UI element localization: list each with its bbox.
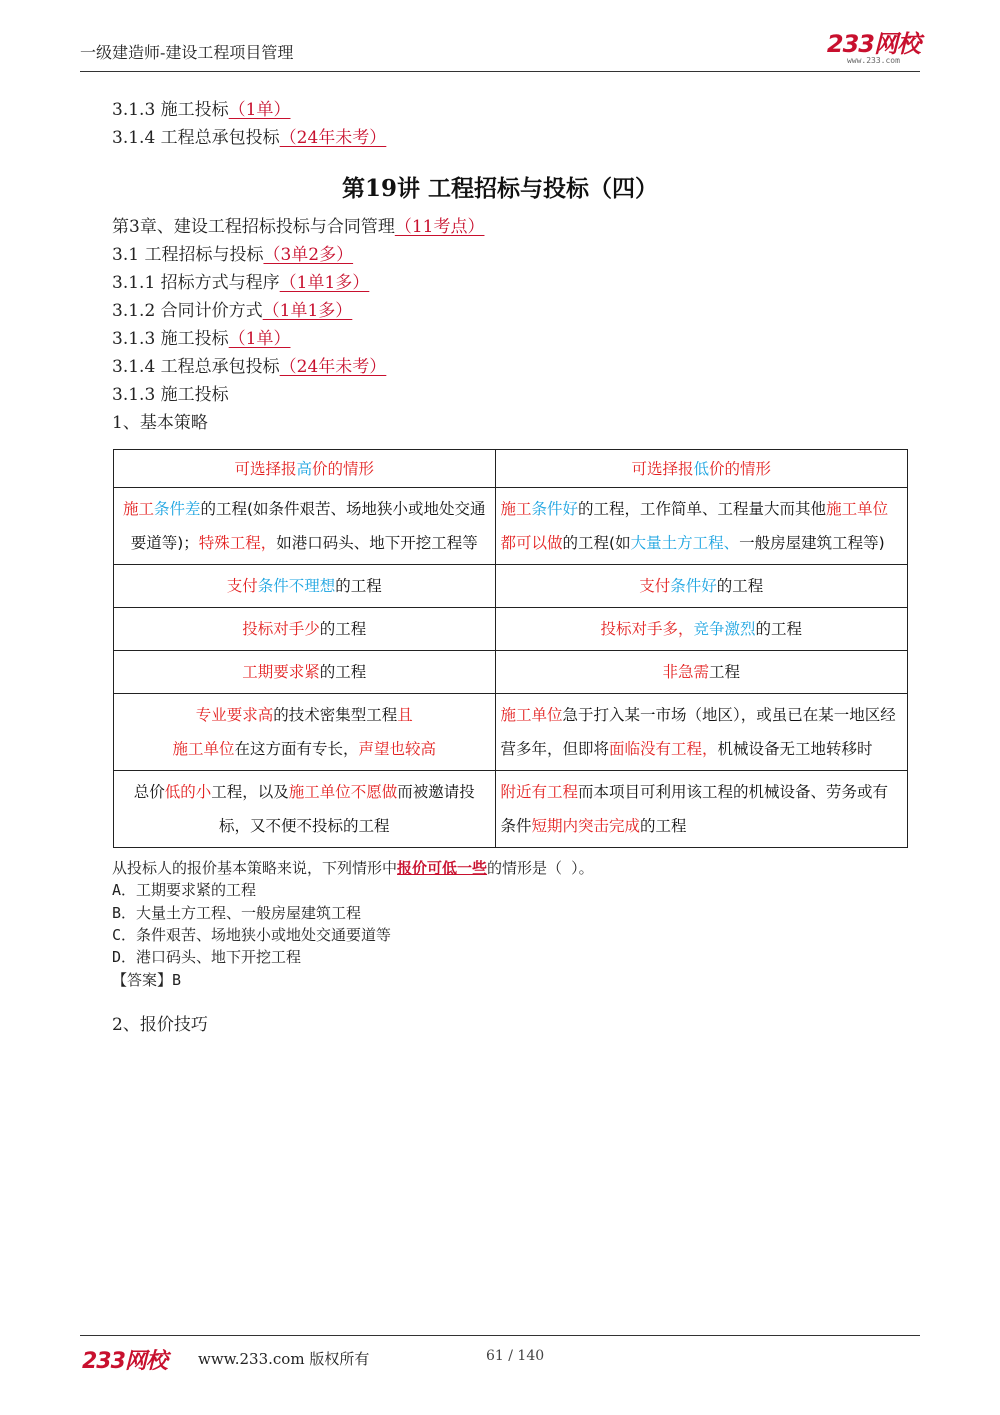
strategy-table: [113, 449, 908, 848]
page-number: 61 / 140: [486, 1348, 545, 1364]
option-a: A．工期要求紧的工程: [112, 881, 257, 899]
table-cell: 支付条件好的工程: [495, 565, 907, 608]
option-d: D．港口码头、地下开挖工程: [112, 948, 302, 966]
outline-line: [112, 356, 386, 378]
header-high-price: 可选择报高价的情形: [114, 450, 496, 488]
footer-copyright: www.233.com 版权所有: [198, 1350, 370, 1368]
page-header: [80, 28, 920, 72]
table-row: [114, 565, 908, 608]
outline-text: 1、基本策略: [112, 413, 208, 433]
brand-logo: [827, 32, 920, 65]
outline-tag: （1单）: [228, 329, 291, 349]
table-row: [114, 488, 908, 565]
table-row: [114, 771, 908, 848]
outline-line: [112, 244, 353, 266]
table-cell: 非急需工程: [495, 651, 907, 694]
outline-tag: （1单1多）: [279, 273, 370, 293]
outline-text: 3.1.1 招标方式与程序: [112, 273, 280, 293]
table-cell: 施工单位急于打入某一市场（地区），或虽已在某一地区经营多年，但即将面临没有工程，机械设备无工地转移时: [495, 694, 907, 771]
table-cell: 支付条件不理想的工程: [114, 565, 496, 608]
outline-line: [112, 272, 369, 294]
option-b: B．大量土方工程、一般房屋建筑工程: [112, 904, 362, 922]
lecture-title: 第19讲 工程招标与投标（四）: [341, 175, 658, 202]
toc-tag: （24年未考）: [279, 128, 387, 148]
table-row: [114, 651, 908, 694]
outline-text: 3.1.3 施工投标: [112, 329, 229, 349]
footer-logo: 233网校: [82, 1349, 167, 1374]
outline-tag: （24年未考）: [279, 357, 387, 377]
outline-tag: （11考点）: [394, 217, 485, 237]
outline-line: [112, 328, 291, 350]
table-cell: 工期要求紧的工程: [114, 651, 496, 694]
table-cell: 施工条件好的工程，工作简单、工程量大而其他施工单位都可以做的工程(如大量土方工程、一般房屋建筑工程等): [495, 488, 907, 565]
table-cell: 投标对手少的工程: [114, 608, 496, 651]
table-header-row: [114, 450, 908, 488]
outline-text: 3.1.2 合同计价方式: [112, 301, 263, 321]
table-cell: 投标对手多，竞争激烈的工程: [495, 608, 907, 651]
outline-tag: （1单1多）: [262, 301, 353, 321]
logo-text: 233网校: [826, 30, 920, 58]
outline-line: [112, 384, 229, 406]
option-c: C．条件艰苦、场地狭小或地处交通要道等: [112, 926, 392, 944]
table-cell: 总价低的小工程，以及施工单位不愿做而被邀请投标，又不便不投标的工程: [114, 771, 496, 848]
question-stem: 从投标人的报价基本策略来说，下列情形中报价可低一些的情形是（ ）。: [112, 859, 594, 877]
toc-text: 3.1.3 施工投标: [112, 100, 229, 120]
outline-line: [112, 216, 484, 238]
page-footer: [80, 1335, 920, 1375]
outline-text: 3.1.4 工程总承包投标: [112, 357, 280, 377]
header-low-price: 可选择报低价的情形: [495, 450, 907, 488]
header-title: 一级建造师-建设工程项目管理: [80, 43, 294, 62]
outline-text: 第3章、建设工程招标投标与合同管理: [112, 217, 395, 237]
table-row: [114, 608, 908, 651]
section-heading: 2、报价技巧: [112, 1015, 208, 1035]
outline-line: [112, 300, 352, 322]
toc-text: 3.1.4 工程总承包投标: [112, 128, 280, 148]
table-cell: 附近有工程而本项目可利用该工程的机械设备、劳务或有条件短期内突击完成的工程: [495, 771, 907, 848]
outline-tag: （3单2多）: [263, 245, 354, 265]
question-emphasis: 报价可低一些: [397, 859, 488, 877]
outline-text: 3.1.3 施工投标: [112, 385, 229, 405]
toc-line: [112, 99, 291, 121]
logo-url: www.233.com: [846, 56, 900, 65]
outline-line: [112, 412, 208, 434]
table-cell: 施工条件差的工程(如条件艰苦、场地狭小或地处交通要道等)；特殊工程，如港口码头、地下开挖工程等: [114, 488, 496, 565]
answer: 【答案】B: [112, 971, 182, 989]
table-row: [114, 694, 908, 771]
toc-line: [112, 127, 386, 149]
table-cell: 专业要求高的技术密集型工程且 施工单位在这方面有专长，声望也较高: [114, 694, 496, 771]
outline-text: 3.1 工程招标与投标: [112, 245, 264, 265]
toc-tag: （1单）: [228, 100, 291, 120]
